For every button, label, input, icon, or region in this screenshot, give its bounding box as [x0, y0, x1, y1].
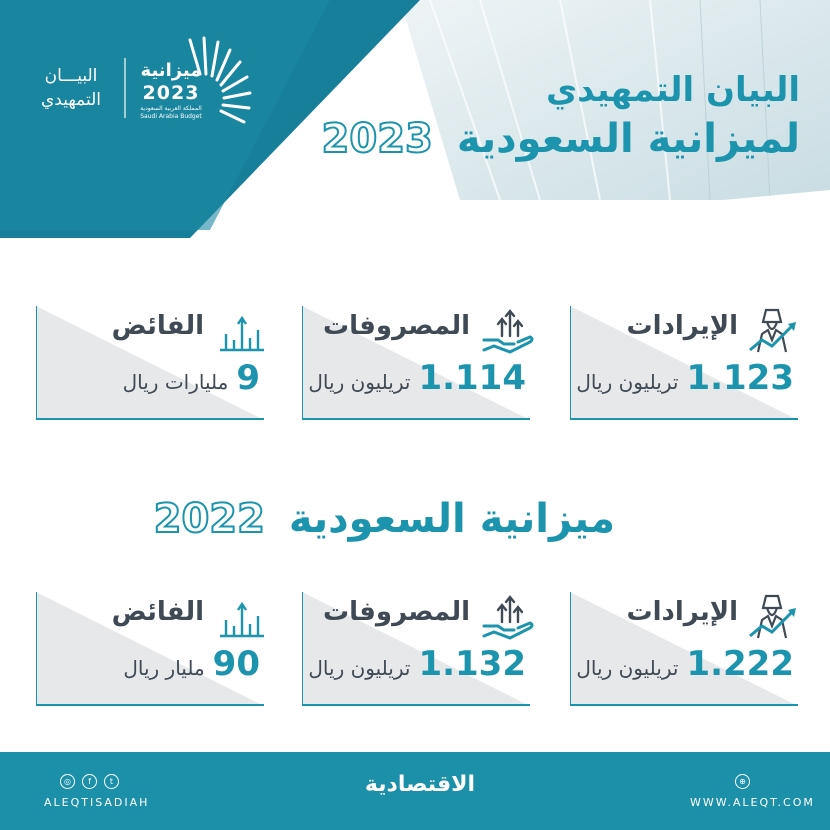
twitter-icon[interactable]: t [104, 774, 119, 789]
card-value [308, 358, 526, 398]
section-2022-text: ميزانية السعودية [288, 496, 615, 542]
card-value-unit: تريليون ريال [576, 656, 679, 680]
revenue-man-chart-icon [748, 306, 798, 352]
card-expenses [302, 306, 530, 420]
section-2022-year: 2022 [153, 496, 265, 542]
card-label: المصروفات [323, 311, 470, 341]
instagram-icon[interactable]: ◎ [60, 774, 75, 789]
card-value-unit: مليار ريال [123, 656, 205, 680]
card-value-unit: تريليون ريال [308, 656, 411, 680]
logo-title-line2: التمهيدي [40, 90, 102, 110]
card-value-number: 1.123 [686, 358, 794, 398]
title-year: 2023 [321, 116, 433, 162]
card-revenue [570, 306, 798, 420]
card-value [123, 644, 260, 684]
section-2022-title [154, 496, 615, 542]
budget-logo-word: ميزانية [140, 60, 202, 81]
bar-chart-up-icon [214, 306, 264, 352]
card-label: المصروفات [323, 597, 470, 627]
card-value-unit: تريليون ريال [308, 370, 411, 394]
footer [0, 752, 830, 830]
card-expenses [302, 592, 530, 706]
budget-logo-sub-ar: المملكة العربية السعودية [140, 105, 202, 112]
card-value [123, 358, 260, 398]
card-value-unit: تريليون ريال [576, 370, 679, 394]
card-value-number: 9 [236, 358, 260, 398]
footer-handle[interactable]: ALEQTISADIAH [44, 796, 150, 809]
hand-arrows-expenses-icon [480, 592, 530, 638]
card-value-number: 1.132 [418, 644, 526, 684]
footer-website[interactable]: WWW.ALEQT.COM [690, 796, 815, 809]
card-surplus [36, 306, 264, 420]
facebook-icon[interactable]: f [82, 774, 97, 789]
card-value-number: 1.114 [418, 358, 526, 398]
budget-logo-sub-en: Saudi Arabia Budget [140, 113, 202, 120]
card-label: الإيرادات [626, 311, 738, 341]
footer-brand: الاقتصادية [364, 772, 476, 797]
card-value [308, 644, 526, 684]
page-title-line1: البيان التمهيدي [545, 70, 800, 110]
page-title-line2 [322, 116, 800, 162]
card-label: الفائض [111, 311, 204, 341]
card-value-number: 1.222 [686, 644, 794, 684]
revenue-man-chart-icon [748, 592, 798, 638]
card-label: الإيرادات [626, 597, 738, 627]
card-value-unit: مليارات ريال [122, 370, 229, 394]
card-value [576, 644, 794, 684]
globe-icon: ⊕ [735, 774, 750, 789]
card-revenue [570, 592, 798, 706]
title-line2-text: لميزانية السعودية [456, 116, 800, 162]
logo-title-line1: البيـــان [44, 66, 98, 86]
card-value [576, 358, 794, 398]
budget-logo-year: 2023 [142, 82, 200, 104]
card-label: الفائض [111, 597, 204, 627]
card-surplus [36, 592, 264, 706]
bar-chart-up-icon [214, 592, 264, 638]
hand-arrows-expenses-icon [480, 306, 530, 352]
card-value-number: 90 [212, 644, 260, 684]
